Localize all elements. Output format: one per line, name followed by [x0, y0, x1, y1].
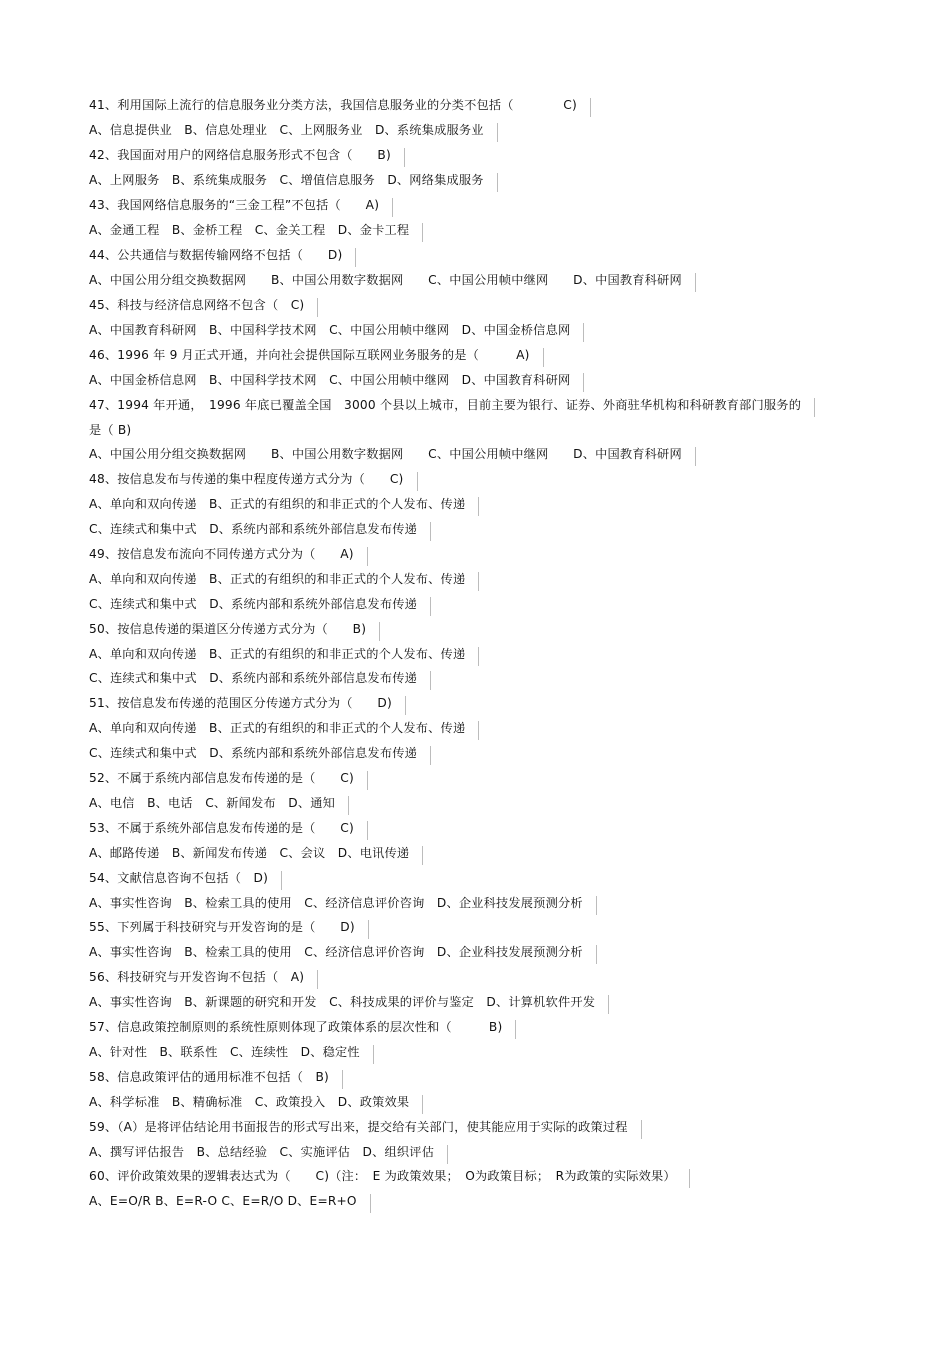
question-text: 45、科技与经济信息网络不包含（ C) [89, 298, 305, 312]
options-text: A、E=O/R B、E=R-O C、E=R/O D、E=R+O [89, 1194, 357, 1208]
options-text: A、单向和双向传递 B、正式的有组织的和非正式的个人发布、传递 [89, 647, 466, 661]
answer-box-border [367, 547, 368, 566]
answer-box-border [430, 597, 431, 616]
question-59 [89, 1117, 642, 1137]
options-44 [89, 270, 696, 290]
question-54 [89, 868, 282, 888]
options-60 [89, 1191, 371, 1211]
options-46 [89, 370, 584, 390]
question-text: 是（ B) [89, 423, 132, 437]
options-58 [89, 1092, 423, 1112]
options-text: C、连续式和集中式 D、系统内部和系统外部信息发布传递 [89, 746, 417, 760]
question-60 [89, 1166, 690, 1186]
answer-box-border [497, 123, 498, 142]
question-47-continued [89, 420, 145, 440]
answer-box-border [367, 821, 368, 840]
options-51-ab [89, 718, 479, 738]
answer-box-border [478, 721, 479, 740]
question-46 [89, 345, 544, 365]
options-45 [89, 320, 584, 340]
question-41 [89, 95, 591, 115]
answer-box-border [641, 1120, 642, 1139]
question-57 [89, 1017, 516, 1037]
options-text: C、连续式和集中式 D、系统内部和系统外部信息发布传递 [89, 522, 417, 536]
options-text: C、连续式和集中式 D、系统内部和系统外部信息发布传递 [89, 597, 417, 611]
answer-box-border [608, 995, 609, 1014]
answer-box-border [583, 323, 584, 342]
answer-box-border [430, 671, 431, 690]
question-49 [89, 544, 368, 564]
options-54 [89, 893, 597, 913]
options-text: A、中国公用分组交换数据网 B、中国公用数字数据网 C、中国公用帧中继网 D、中国教育科研网 [89, 273, 682, 287]
question-text: 60、评价政策效果的逻辑表达式为（ C)（注： E 为政策效果； O为政策目标； R为政策的实际效果） [89, 1169, 676, 1183]
answer-box-border [478, 647, 479, 666]
answer-box-border [373, 1045, 374, 1064]
question-42 [89, 145, 405, 165]
question-44 [89, 245, 356, 265]
answer-box-border [695, 447, 696, 466]
options-43 [89, 220, 423, 240]
question-text: 53、不属于系统外部信息发布传递的是（ C) [89, 821, 354, 835]
options-text: A、中国金桥信息网 B、中国科学技术网 C、中国公用帧中继网 D、中国教育科研网 [89, 373, 571, 387]
answer-box-border [447, 1145, 448, 1164]
question-text: 56、科技研究与开发咨询不包括（ A) [89, 970, 305, 984]
options-42 [89, 170, 498, 190]
question-text: 44、公共通信与数据传输网络不包括（ D) [89, 248, 343, 262]
options-text: A、单向和双向传递 B、正式的有组织的和非正式的个人发布、传递 [89, 572, 466, 586]
answer-box-border [695, 273, 696, 292]
answer-box-border [689, 1169, 690, 1188]
answer-box-border [497, 173, 498, 192]
answer-box-border [478, 572, 479, 591]
question-47 [89, 395, 815, 415]
answer-box-border [590, 98, 591, 117]
answer-box-border [370, 1194, 371, 1213]
options-text: A、中国教育科研网 B、中国科学技术网 C、中国公用帧中继网 D、中国金桥信息网 [89, 323, 571, 337]
options-text: A、撰写评估报告 B、总结经验 C、实施评估 D、组织评估 [89, 1145, 435, 1159]
options-text: A、事实性咨询 B、检索工具的使用 C、经济信息评价咨询 D、企业科技发展预测分析 [89, 896, 583, 910]
answer-box-border [430, 746, 431, 765]
question-text: 58、信息政策评估的通用标准不包括（ B) [89, 1070, 330, 1084]
answer-box-border [342, 1070, 343, 1089]
answer-box-border [814, 398, 815, 417]
question-text: 47、1994 年开通， 1996 年底已覆盖全国 3000 个县以上城市，目前主要为银行、证券、外商驻华机构和科研教育部门服务的 [89, 398, 802, 412]
options-text: A、科学标准 B、精确标准 C、政策投入 D、政策效果 [89, 1095, 410, 1109]
question-text: 48、按信息发布与传递的集中程度传递方式分为（ C) [89, 472, 404, 486]
options-47 [89, 444, 696, 464]
options-text: C、连续式和集中式 D、系统内部和系统外部信息发布传递 [89, 671, 417, 685]
options-52 [89, 793, 349, 813]
question-text: 54、文献信息咨询不包括（ D) [89, 871, 269, 885]
question-text: 46、1996 年 9 月正式开通，并向社会提供国际互联网业务服务的是（ A) [89, 348, 530, 362]
options-55 [89, 942, 597, 962]
question-52 [89, 768, 368, 788]
answer-box-border [348, 796, 349, 815]
question-text: 49、按信息发布流向不同传递方式分为（ A) [89, 547, 354, 561]
question-56 [89, 967, 318, 987]
answer-box-border [515, 1020, 516, 1039]
options-49-cd [89, 594, 431, 614]
answer-box-border [422, 846, 423, 865]
options-text: A、电信 B、电话 C、新闻发布 D、通知 [89, 796, 335, 810]
answer-box-border [543, 348, 544, 367]
options-56 [89, 992, 609, 1012]
answer-box-border [430, 522, 431, 541]
answer-box-border [392, 198, 393, 217]
options-text: A、单向和双向传递 B、正式的有组织的和非正式的个人发布、传递 [89, 721, 466, 735]
answer-box-border [596, 945, 597, 964]
answer-box-border [317, 298, 318, 317]
answer-box-border [379, 622, 380, 641]
question-text: 50、按信息传递的渠道区分传递方式分为（ B) [89, 622, 367, 636]
answer-box-border [368, 920, 369, 939]
question-text: 41、利用国际上流行的信息服务业分类方法，我国信息服务业的分类不包括（ C) [89, 98, 577, 112]
question-text: 57、信息政策控制原则的系统性原则体现了政策体系的层次性和（ B) [89, 1020, 503, 1034]
question-text: 59、（A）是将评估结论用书面报告的形式写出来，提交给有关部门，使其能应用于实际的政策过程 [89, 1120, 628, 1134]
answer-box-border [404, 148, 405, 167]
options-41 [89, 120, 498, 140]
question-48 [89, 469, 418, 489]
question-58 [89, 1067, 343, 1087]
options-48-cd [89, 519, 431, 539]
options-text: A、信息提供业 B、信息处理业 C、上网服务业 D、系统集成服务业 [89, 123, 484, 137]
answer-box-border [596, 896, 597, 915]
options-text: A、金通工程 B、金桥工程 C、金关工程 D、金卡工程 [89, 223, 410, 237]
options-48-ab [89, 494, 479, 514]
options-text: A、针对性 B、联系性 C、连续性 D、稳定性 [89, 1045, 360, 1059]
question-50 [89, 619, 380, 639]
question-text: 43、我国网络信息服务的“三金工程”不包括（ A) [89, 198, 380, 212]
answer-box-border [367, 771, 368, 790]
options-59 [89, 1142, 448, 1162]
answer-box-border [583, 373, 584, 392]
question-text: 52、不属于系统内部信息发布传递的是（ C) [89, 771, 354, 785]
question-51 [89, 693, 406, 713]
options-text: A、邮路传递 B、新闻发布传递 C、会议 D、电讯传递 [89, 846, 410, 860]
options-50-ab [89, 644, 479, 664]
answer-box-border [422, 1095, 423, 1114]
question-text: 55、下列属于科技研究与开发咨询的是（ D) [89, 920, 355, 934]
options-text: A、单向和双向传递 B、正式的有组织的和非正式的个人发布、传递 [89, 497, 466, 511]
options-text: A、事实性咨询 B、检索工具的使用 C、经济信息评价咨询 D、企业科技发展预测分析 [89, 945, 583, 959]
answer-box-border [317, 970, 318, 989]
question-text: 51、按信息发布传递的范围区分传递方式分为（ D) [89, 696, 392, 710]
options-text: A、事实性咨询 B、新课题的研究和开发 C、科技成果的评价与鉴定 D、计算机软件开发 [89, 995, 596, 1009]
options-53 [89, 843, 423, 863]
question-text: 42、我国面对用户的网络信息服务形式不包含（ B) [89, 148, 391, 162]
options-50-cd [89, 668, 431, 688]
answer-box-border [478, 497, 479, 516]
answer-box-border [355, 248, 356, 267]
question-43 [89, 195, 393, 215]
answer-box-border [405, 696, 406, 715]
options-text: A、上网服务 B、系统集成服务 C、增值信息服务 D、网络集成服务 [89, 173, 484, 187]
question-55 [89, 917, 369, 937]
options-51-cd [89, 743, 431, 763]
answer-box-border [281, 871, 282, 890]
options-text: A、中国公用分组交换数据网 B、中国公用数字数据网 C、中国公用帧中继网 D、中国教育科研网 [89, 447, 682, 461]
options-49-ab [89, 569, 479, 589]
question-53 [89, 818, 368, 838]
answer-box-border [422, 223, 423, 242]
question-45 [89, 295, 318, 315]
answer-box-border [417, 472, 418, 491]
options-57 [89, 1042, 374, 1062]
